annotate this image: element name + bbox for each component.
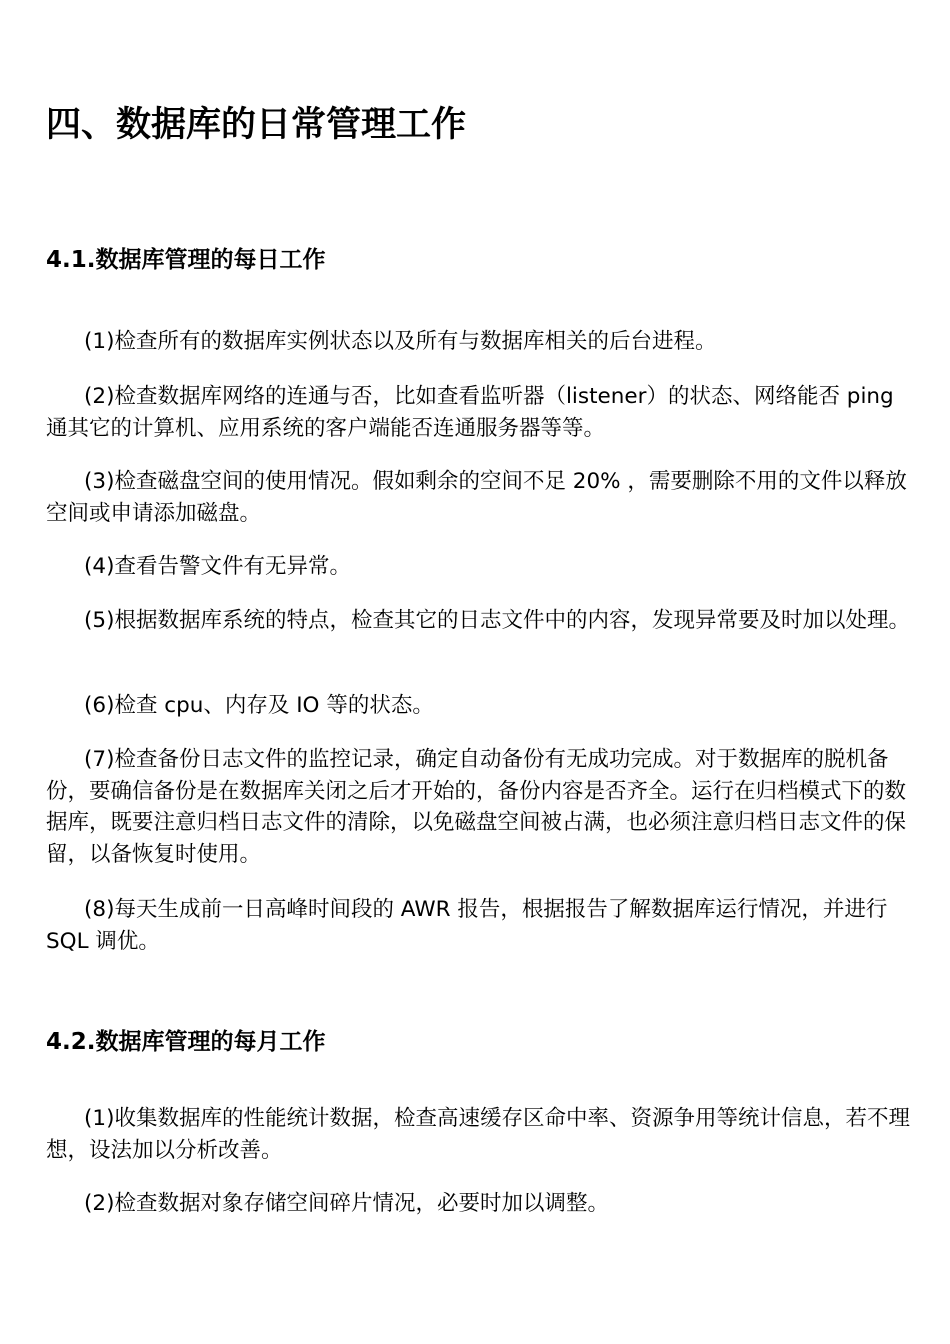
- daily-task-8: (8)每天生成前一日高峰时间段的 AWR 报告，根据报告了解数据库运行情况，并进行 SQL 调优。: [46, 897, 888, 954]
- chapter-title: 四、数据库的日常管理工作: [46, 105, 467, 145]
- daily-task-4: (4)查看告警文件有无异常。: [84, 554, 351, 579]
- section-title-4-1: 4.1.数据库管理的每日工作: [46, 247, 326, 273]
- daily-task-3: (3)检查磁盘空间的使用情况。假如剩余的空间不足 20% ，需要删除不用的文件以释放空间或申请添加磁盘。: [46, 469, 907, 526]
- daily-task-5: (5)根据数据库系统的特点，检查其它的日志文件中的内容，发现异常要及时加以处理。: [84, 608, 910, 633]
- daily-task-1: (1)检查所有的数据库实例状态以及所有与数据库相关的后台进程。: [84, 329, 717, 354]
- section-title-4-2: 4.2.数据库管理的每月工作: [46, 1029, 326, 1055]
- daily-task-7: (7)检查备份日志文件的监控记录，确定自动备份有无成功完成。对于数据库的脱机备份，要确信备份是在数据库关闭之后才开始的，备份内容是否齐全。运行在归档模式下的数据库，既要注意归档日志文件的清除，以免磁盘空间被占满，也必须注意归档日志文件的保留，以备恢复时使用。: [46, 747, 907, 867]
- monthly-task-1: (1)收集数据库的性能统计数据，检查高速缓存区命中率、资源争用等统计信息，若不理想，设法加以分析改善。: [46, 1106, 910, 1163]
- daily-task-6: (6)检查 cpu、内存及 IO 等的状态。: [84, 693, 434, 718]
- monthly-task-2: (2)检查数据对象存储空间碎片情况，必要时加以调整。: [84, 1191, 609, 1216]
- daily-task-2: (2)检查数据库网络的连通与否，比如查看监听器（listener）的状态、网络能否 ping 通其它的计算机、应用系统的客户端能否连通服务器等等。: [46, 384, 894, 441]
